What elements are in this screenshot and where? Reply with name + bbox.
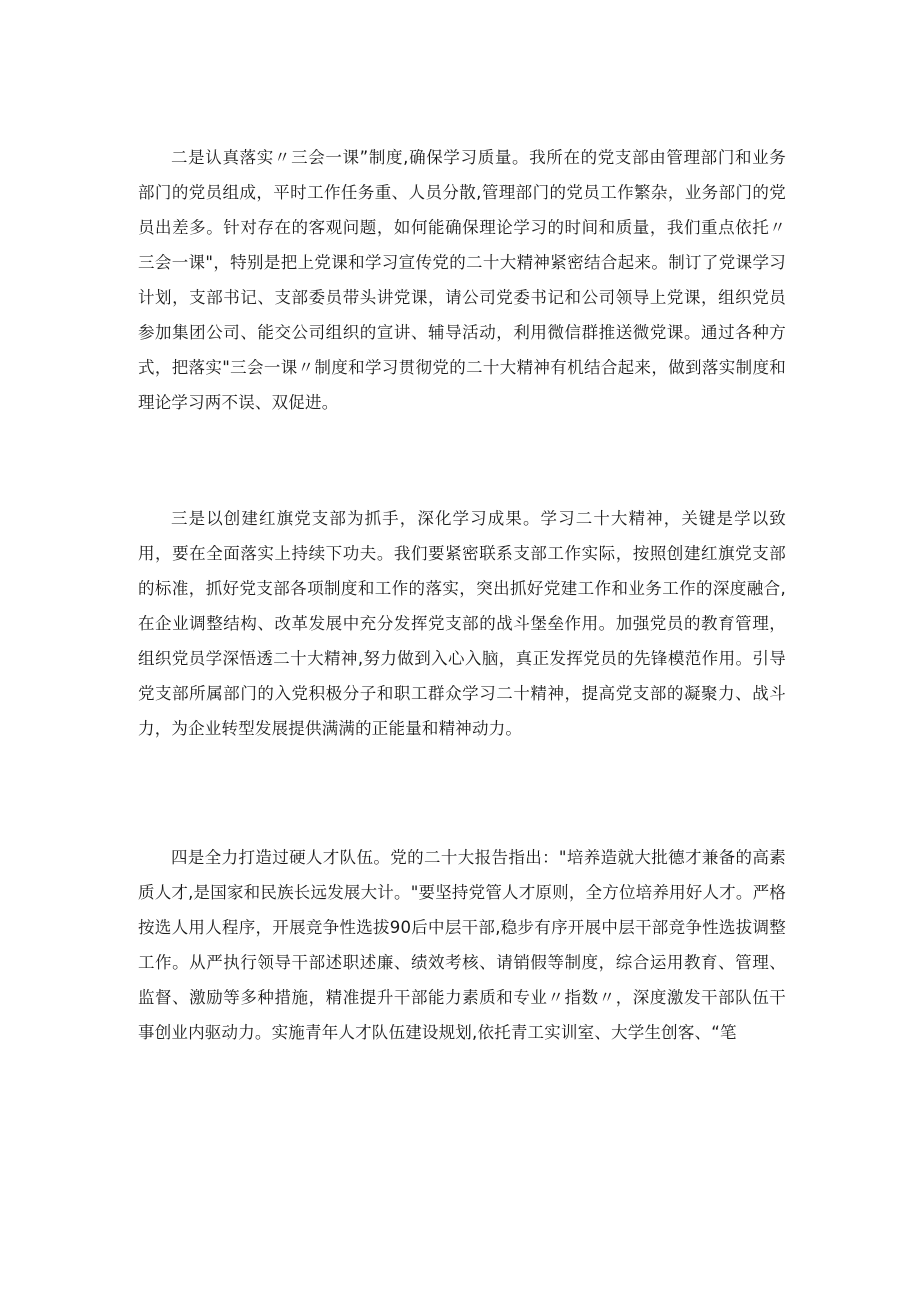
paragraph-red-flag-branch: 三是以创建红旗党支部为抓手，深化学习成果。学习二十大精神，关键是学以致用，要在全面落实上持续下功夫。我们要紧密联系支部工作实际，按照创建红旗党支部的标准，抓好党支部各项制度和工作的落实，突出抓好党建工作和业务工作的深度融合,在企业调整结构、改革发展中充分发挥党支部的战斗堡垒作用。加强党员的教育管理，组织党员学深悟透二十大精神,努力做到入心入脑，真正发挥党员的先锋模范作用。引导党支部所属部门的入党积极分子和职工群众学习二十精神，提高党支部的凝聚力、战斗力，为企业转型发展提供满满的正能量和精神动力。 (138, 509, 786, 738)
paragraph-sanhui-yike: 二是认真落实〃三会一课”制度,确保学习质量。我所在的党支部由管理部门和业务部门的党员组成，平时工作任务重、人员分散,管理部门的党员工作繁杂，业务部门的党员出差多。针对存在的客观问题，如何能确保理论学习的时间和质量，我们重点依托〃三会一课"，特别是把上党课和学习宣传党的二十大精神紧密结合起来。制订了党课学习计划，支部书记、支部委员带头讲党课，请公司党委书记和公司领导上党课，组织党员参加集团公司、能交公司组织的宣讲、辅导活动，利用微信群推送微党课。通过各种方式，把落实"三会一课〃制度和学习贯彻党的二十大精神有机结合起来，做到落实制度和理论学习两不误、双促进。 (138, 148, 786, 412)
paragraph-talent-team: 四是全力打造过硬人才队伍。党的二十大报告指出："培养造就大批德才兼备的高素质人才,是国家和民族长远发展大计。"要坚持党管人才原则，全方位培养用好人才。严格按选人用人程序，开展竞争性选拔90后中层干部,稳步有序开展中层干部竞争性选拔调整工作。从严执行领导干部述职述廉、绩效考核、请销假等制度，综合运用教育、管理、监督、激励等多种措施，精准提升干部能力素质和专业〃指数〃，深度激发干部队伍干事创业内驱动力。实施青年人才队伍建设规划,依托青工实训室、大学生创客、“笔 (138, 848, 786, 1042)
